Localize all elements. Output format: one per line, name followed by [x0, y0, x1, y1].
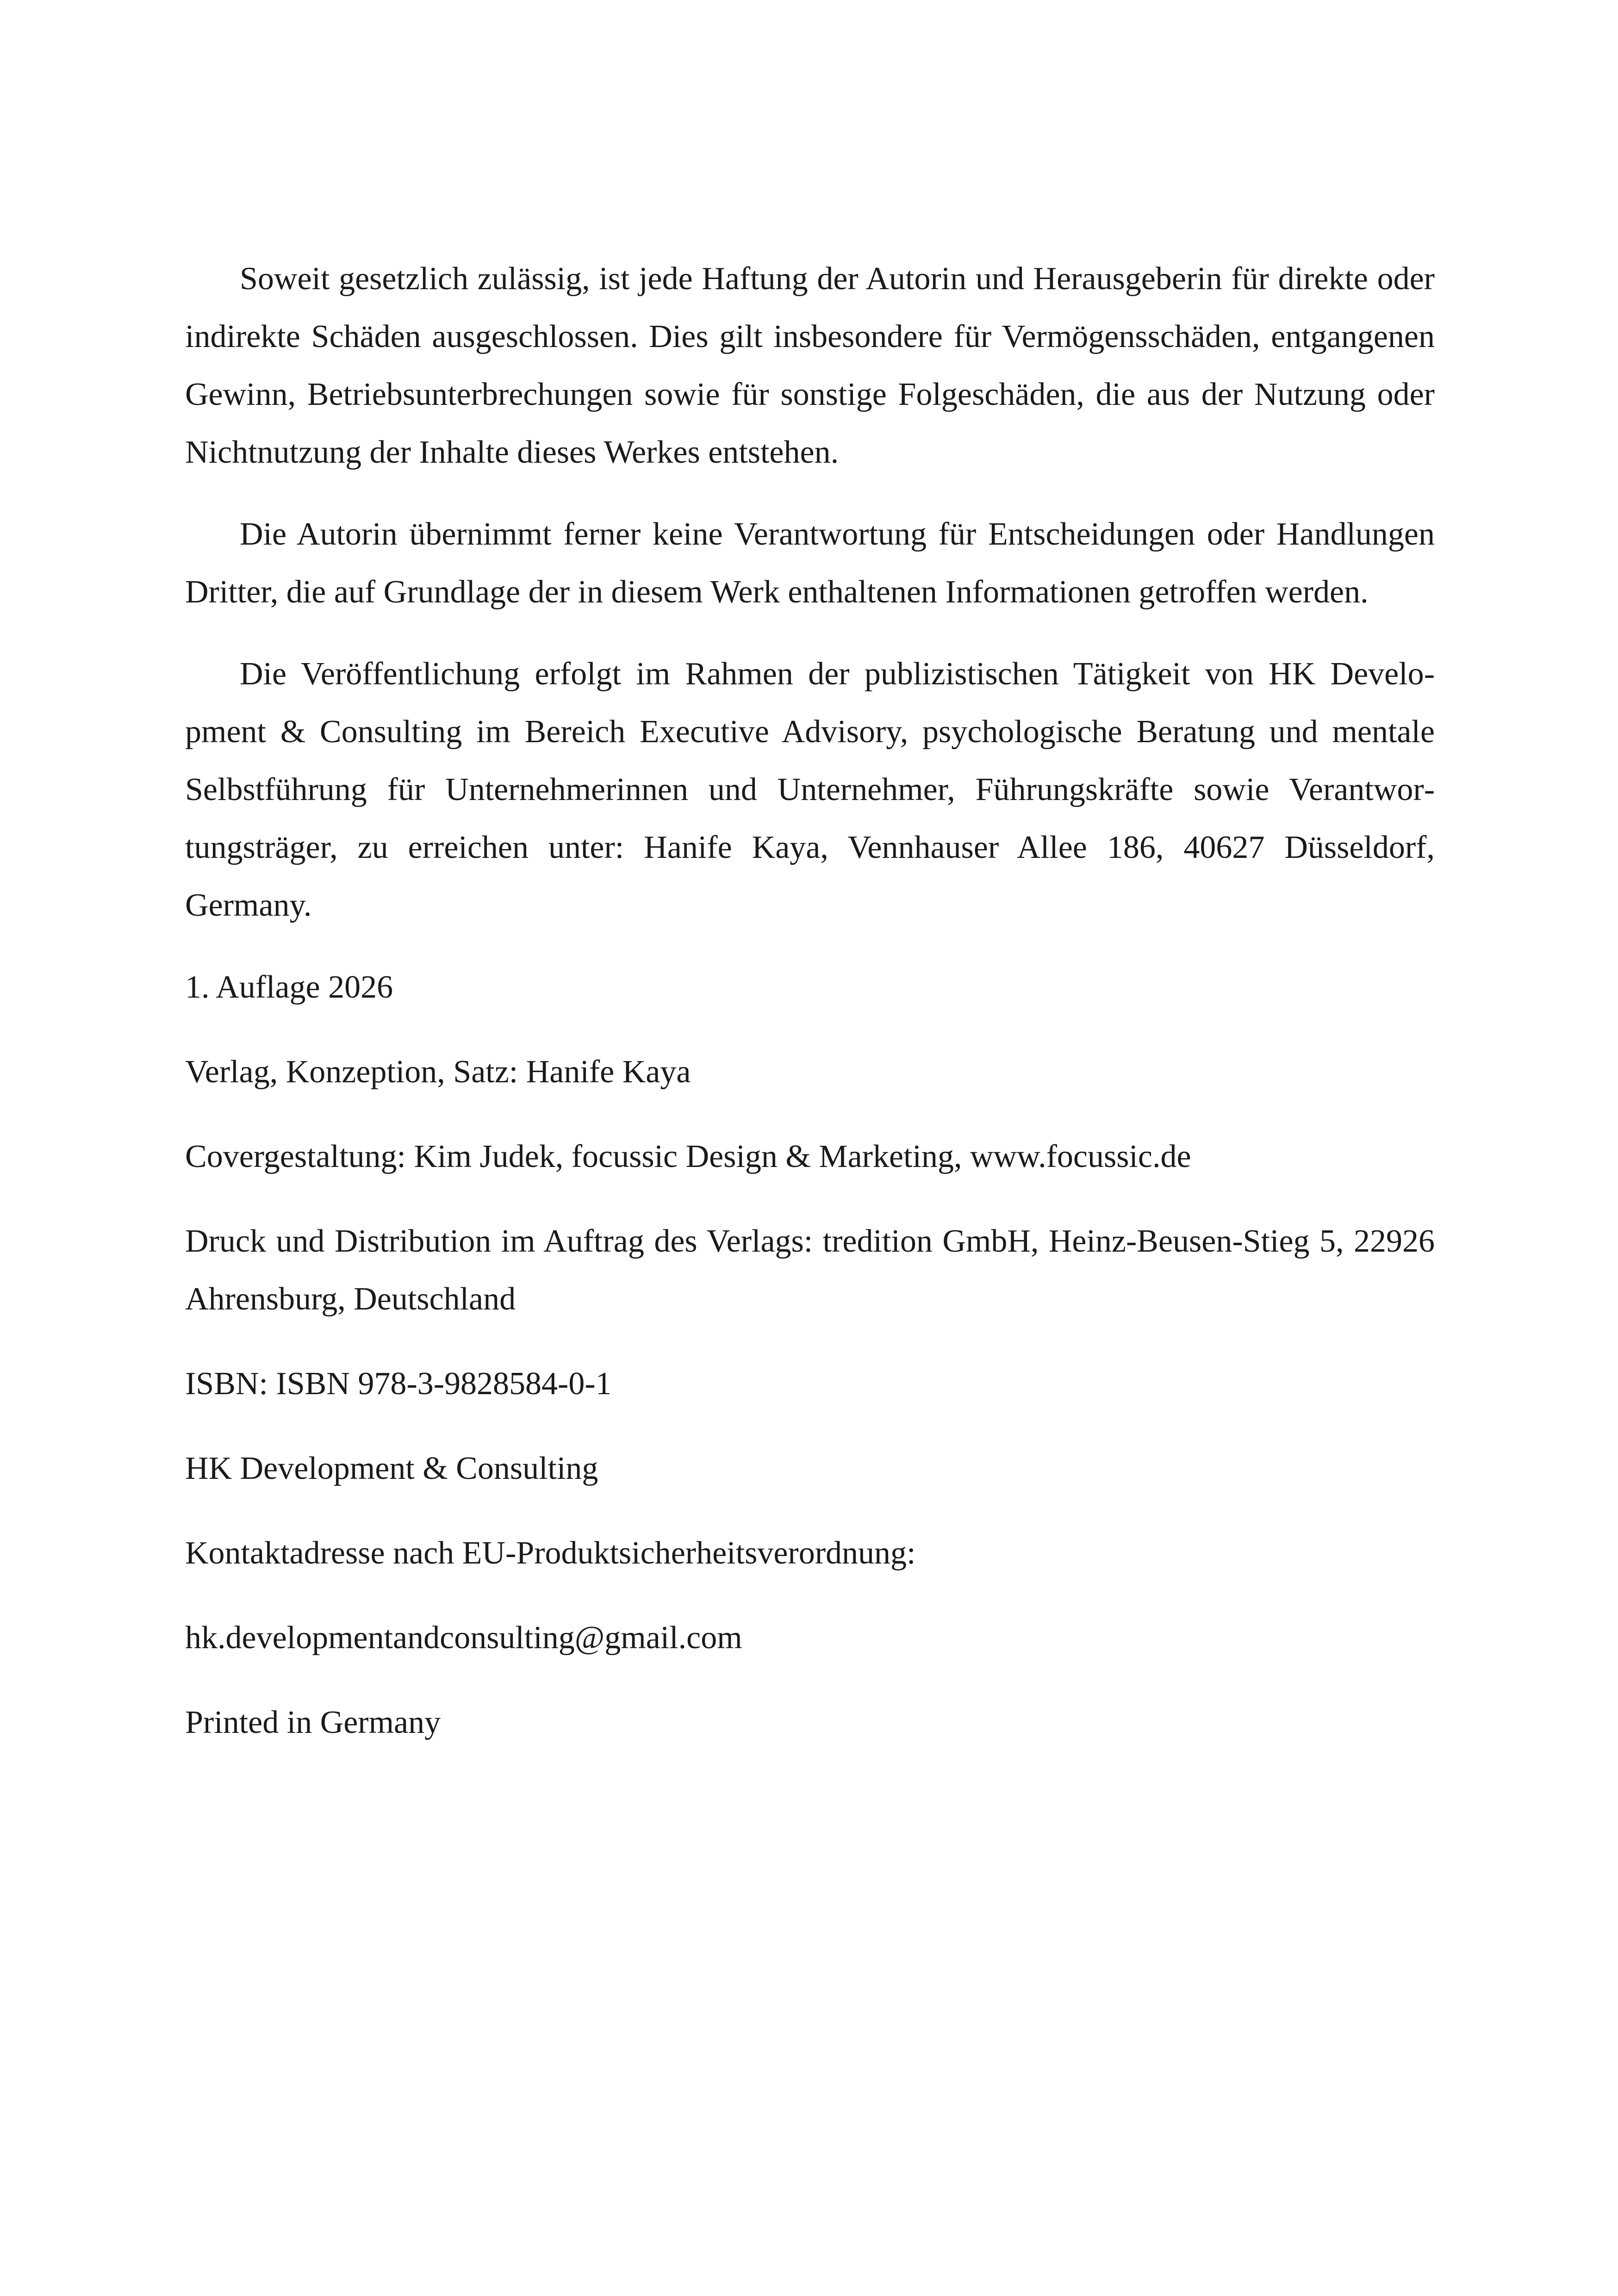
- responsibility-paragraph: Die Autorin übernimmt ferner keine Verantwortung für Entscheidungen oder Handlungen Dritter, die auf Grundlage der in diesem Werk enthaltenen Informationen getroffen werden.: [185, 516, 1435, 610]
- liability-paragraph: Soweit gesetzlich zulässig, ist jede Haftung der Autorin und Herausgeberin für direkte oder indirekte Schäden ausgeschlossen. Dies gilt insbesondere für Vermögensschäden, entgangenen Gewinn, Betriebsunterbrechungen sowie für sonstige Folgeschäden, die aus der Nutzung oder Nichtnutzung der Inhalte dieses Werkes entstehen.: [185, 261, 1435, 470]
- publication-paragraph: Die Veröffentlichung erfolgt im Rahmen der publizistischen Tätigkeit von HK Development & Consulting im Bereich Executive Advisory, psychologische Beratung und mentale Selbstführung für Unternehmerinnen und Unternehmer, Führungskräfte sowie Verantwortungsträger, zu erreichen unter: Hanife Kaya, Vennhauser Allee 186, 40627 Düsseldorf, Germany.: [185, 656, 1435, 923]
- company-name: HK Development & Consulting: [185, 1451, 598, 1486]
- publisher-line: Verlag, Konzeption, Satz: Hanife Kaya: [185, 1054, 691, 1090]
- print-distribution-line: Druck und Distribution im Auftrag des Verlags: tredition GmbH, Heinz-Beusen-Stieg 5, 22926 Ahrensburg, Deutschland: [185, 1223, 1435, 1317]
- contact-label: Kontaktadresse nach EU-Produktsicherheitsverordnung:: [185, 1535, 916, 1571]
- imprint-page: [185, 250, 1435, 1778]
- isbn-line: ISBN: ISBN 978-3-9828584-0-1: [185, 1366, 612, 1402]
- edition-line: 1. Auflage 2026: [185, 969, 393, 1005]
- contact-email: hk.developmentandconsulting@gmail.com: [185, 1620, 742, 1656]
- cover-design-line: Covergestaltung: Kim Judek, focussic Design & Marketing, www.focussic.de: [185, 1139, 1191, 1174]
- printed-in-line: Printed in Germany: [185, 1705, 441, 1740]
